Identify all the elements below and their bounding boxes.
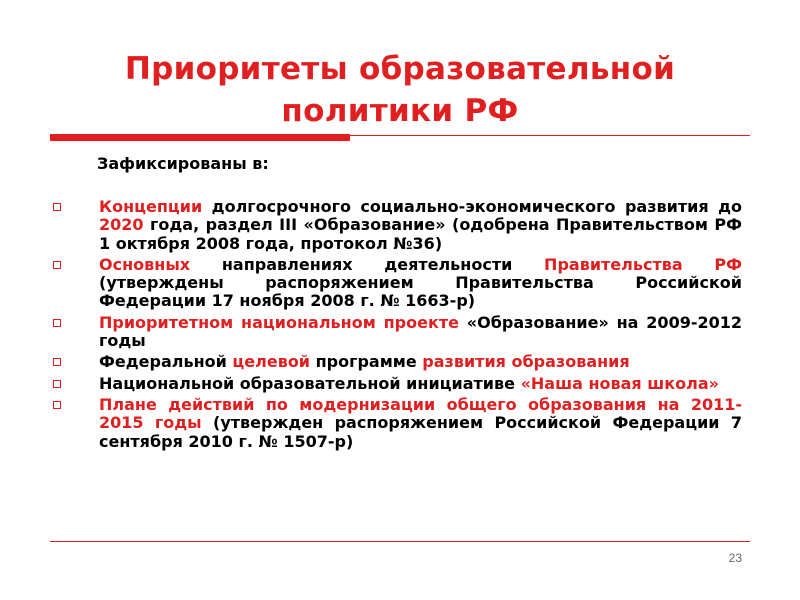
highlighted-text: Приоритетном национальном проекте (99, 312, 459, 332)
body-text: Федеральной (99, 352, 233, 372)
body-text: (утвержден распоряжением Российской Федерации 7 сентября 2010 г. № 1507-р) (99, 413, 743, 451)
list-item (50, 396, 742, 451)
highlighted-text: Концепции (99, 197, 203, 216)
title-divider-thick (50, 134, 350, 141)
highlighted-text: Плане действий по модернизации общего образования на 2011-2015 годы (99, 394, 742, 433)
square-bullet-icon (53, 319, 61, 327)
square-bullet-icon (53, 203, 61, 211)
body-text: направлениях деятельности (190, 254, 545, 274)
list-item (50, 375, 742, 393)
list-item (50, 353, 742, 371)
highlighted-text: целевой (232, 352, 311, 372)
highlighted-text: Основных (99, 254, 191, 274)
priority-list (50, 198, 742, 454)
list-item (50, 256, 742, 311)
highlighted-text: развития образования (422, 352, 630, 372)
body-text: программе (310, 352, 423, 372)
intro-text: Зафиксированы в: (97, 154, 269, 173)
body-text: Национальной образовательной инициативе (99, 373, 521, 393)
slide-title (40, 48, 760, 132)
square-bullet-icon (53, 401, 61, 409)
square-bullet-icon (53, 358, 61, 366)
list-item (50, 198, 742, 253)
highlighted-text: «Наша новая школа» (520, 373, 719, 393)
highlighted-text: 2020 (99, 215, 144, 235)
body-text: (утверждены распоряжением Правительства Российской Федерации 17 ноября 2008 г. № 1663-р) (99, 273, 742, 311)
slide-title-line-2: политики РФ (281, 93, 519, 129)
page-number: 23 (728, 551, 742, 565)
body-text: «Образование» на 2009-2012 годы (99, 312, 743, 351)
square-bullet-icon (53, 261, 61, 269)
body-text: долгосрочного социально-экономического развития до (202, 197, 742, 216)
slide-title-line-1: Приоритеты образовательной (124, 51, 676, 87)
square-bullet-icon (53, 380, 61, 388)
body-text: года, раздел III «Образование» (одобрена Правительством РФ 1 октября 2008 года, протокол №36) (99, 215, 742, 253)
list-item (50, 314, 742, 351)
footer-divider (50, 541, 750, 542)
highlighted-text: Правительства РФ (544, 254, 742, 274)
